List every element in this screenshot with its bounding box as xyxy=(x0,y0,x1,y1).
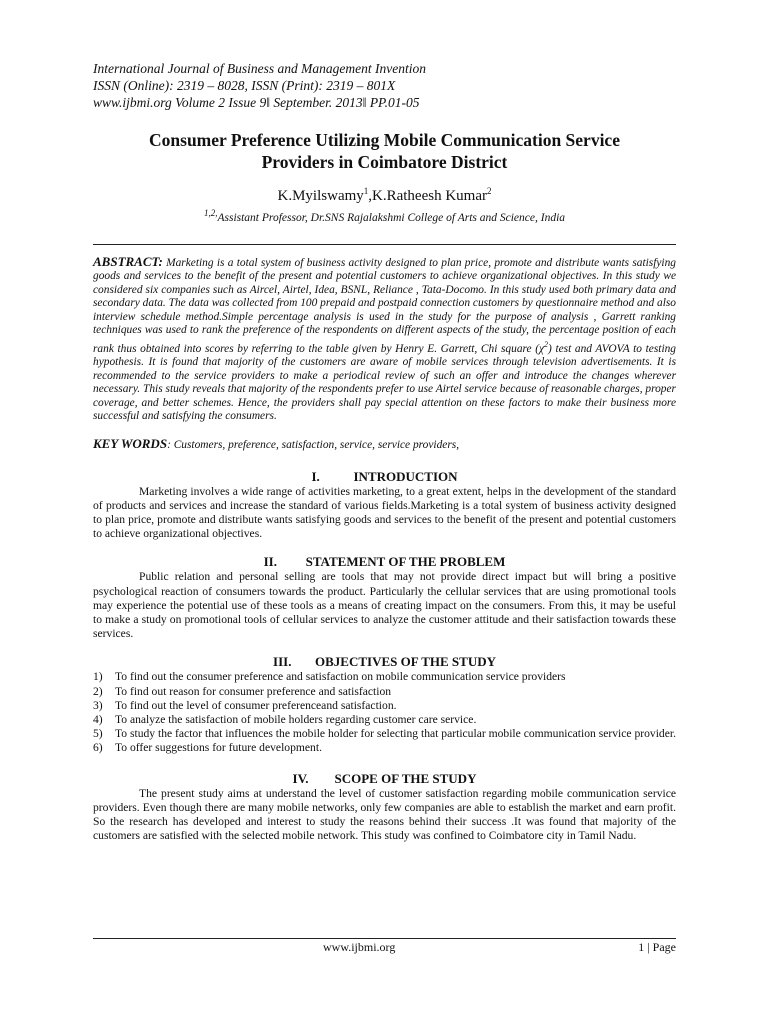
author-separator: , xyxy=(368,188,373,204)
paper-title xyxy=(93,129,676,173)
keywords-label: KEY WORDS xyxy=(93,435,168,451)
item-text: To find out the level of consumer preferenceand satisfaction. xyxy=(115,698,397,712)
paragraph-text: Marketing involves a wide range of activities marketing, to a great extent, helps in the development of the standard of products and services and increase the standard of various fields.Marketing is a total system of business activity designed to plan price, promote and distribute wants satisfying goods and services to the benefit of the present and potential customers to achieve organizational objectives. xyxy=(93,484,676,541)
chi-sup: 2 xyxy=(544,339,549,349)
paper-page xyxy=(93,60,676,843)
title-line-1: Consumer Preference Utilizing Mobile Communication Service xyxy=(149,130,620,150)
affiliation-sup: 1,2, xyxy=(203,208,218,218)
item-text: To analyze the satisfaction of mobile holders regarding customer care service. xyxy=(115,713,477,727)
item-number: 5) xyxy=(93,727,103,741)
keywords xyxy=(93,436,676,452)
journal-issn: ISSN (Online): 2319 – 8028, ISSN (Print): 2319 – 801X xyxy=(93,78,396,93)
abstract-text-2: ) test and AVOVA to testing hypothesis. It is found that majority of the customers are aware of mobile services through television advertisements. It is recommended to the service providers to make a periodical review of such an offer and introduce the changes wherever necessary. This study reveals that majority of the respondents prefer to use Airtel service because of reasonable charges, proper coverage, and better schemes. Hence, the providers shall pay special attention on these factors to make their business more successful and satisfying the consumers. xyxy=(93,342,676,423)
section-heading-introduction xyxy=(93,469,676,485)
list-item xyxy=(93,685,676,699)
item-text: To find out the consumer preference and satisfaction on mobile communication service providers xyxy=(115,670,566,684)
paragraph-text: Public relation and personal selling are tools that may not provide direct impact but will bring a positive psychological reaction of consumers towards the product. Particularly the cellular services that are using promotional tools may experience the potential use of these tools as a means of creating impact on the consumers. From this, it may be useful to make a study on promotional tools of cellular services to analyze the customer attitude and their satisfaction towards these services. xyxy=(93,570,676,641)
item-number: 4) xyxy=(93,713,103,727)
section-heading-scope xyxy=(93,771,676,787)
scope-paragraph xyxy=(93,787,676,844)
section-title: SCOPE OF THE STUDY xyxy=(334,770,477,786)
list-item xyxy=(93,670,676,684)
author-1-sup: 1 xyxy=(363,186,369,196)
list-item xyxy=(93,699,676,713)
item-number: 3) xyxy=(93,698,103,712)
section-title: OBJECTIVES OF THE STUDY xyxy=(315,654,496,670)
list-item xyxy=(93,741,676,755)
list-item xyxy=(93,727,676,741)
section-num: I. xyxy=(311,468,320,484)
author-2: K.Ratheesh Kumar xyxy=(372,188,487,204)
item-text: To offer suggestions for future development. xyxy=(115,741,322,755)
section-heading-problem xyxy=(93,554,676,570)
section-num: III. xyxy=(273,654,292,670)
section-title: INTRODUCTION xyxy=(353,468,458,484)
header-rule xyxy=(93,244,676,245)
abstract-label: ABSTRACT: xyxy=(93,253,163,269)
item-number: 6) xyxy=(93,741,103,755)
authors xyxy=(93,186,676,205)
section-heading-objectives xyxy=(93,654,676,670)
footer-url: www.ijbmi.org xyxy=(323,940,396,954)
objectives-list xyxy=(93,670,676,755)
keywords-text: : Customers, preference, satisfaction, service, service providers, xyxy=(167,438,460,451)
introduction-paragraph xyxy=(93,485,676,542)
section-num: IV. xyxy=(292,770,309,786)
problem-paragraph xyxy=(93,570,676,641)
author-2-sup: 2 xyxy=(486,186,492,196)
page-footer xyxy=(93,938,676,954)
item-text: To find out reason for consumer preference and satisfaction xyxy=(115,684,392,698)
abstract-text: Marketing is a total system of business activity designed to plan price, promote and distribute wants satisfying goods and services to the benefit of the present and potential customers to achieve organizational objectives. In this study we considered six companies such as Aircel, Airtel, Idea, BSNL, Reliance , Tata-Docomo. In this study used both primary data and secondary data. The data was collected from 100 prepaid and postpaid connection customers by questionnaire method and also interview schedule method.Simple percentage analysis is used in the study for the purpose of analysis , Garrett ranking techniques was used to rank the preference of the respondents on different aspects of the study, the percentage position of each rank thus obtained into scores by referring to the table given by Henry E. Garrett, Chi square (χ xyxy=(93,256,676,355)
item-text: To study the factor that influences the mobile holder for selecting that particular mobile communication service provider. xyxy=(115,727,676,741)
affiliation-text: Assistant Professor, Dr.SNS Rajalakshmi College of Arts and Science, India xyxy=(217,211,566,224)
journal-header xyxy=(93,60,676,111)
section-title: STATEMENT OF THE PROBLEM xyxy=(305,554,506,570)
abstract xyxy=(93,255,676,424)
paragraph-text: The present study aims at understand the level of customer satisfaction regarding mobile communication service providers. Even though there are many mobile networks, only few companies are able to establish the market and earn profit. So the research has developed and interest to study the reasons behind their success .It was found that majority of the customers are satisfied with the selected mobile network. This study was confined to Coimbatore city in Tamil Nadu. xyxy=(93,786,676,843)
section-num: II. xyxy=(263,554,277,570)
journal-volume: www.ijbmi.org Volume 2 Issue 9ǁ September. 2013ǁ PP.01-05 xyxy=(93,95,420,110)
affiliation xyxy=(93,208,676,224)
item-number: 1) xyxy=(93,670,103,684)
item-number: 2) xyxy=(93,684,103,698)
list-item xyxy=(93,713,676,727)
title-line-2: Providers in Coimbatore District xyxy=(261,152,508,172)
journal-name: International Journal of Business and Management Invention xyxy=(93,61,426,76)
author-1: K.Myilswamy xyxy=(277,188,364,204)
page-number: 1 | Page xyxy=(638,940,676,954)
